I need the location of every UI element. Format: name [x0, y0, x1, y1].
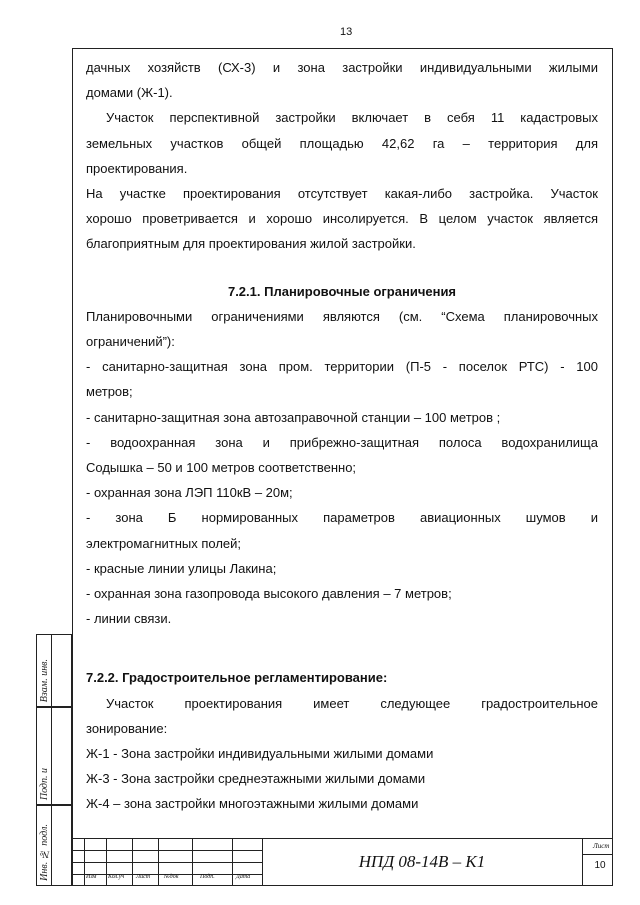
paragraph-line: дачных хозяйств (СХ-3) и зона застройки индивидуальными жилыми	[86, 60, 598, 75]
list-item-cont: Содышка – 50 и 100 метров соответственно;	[86, 460, 357, 476]
stamp-caption: Дата	[236, 874, 251, 880]
side-stamp-inventory	[36, 805, 72, 886]
paragraph-line: зонирование:	[86, 720, 168, 736]
side-stamp-signature	[36, 707, 72, 805]
paragraph-line: домами (Ж-1).	[86, 85, 173, 101]
document-body	[86, 55, 598, 817]
paragraph-line: проектирования.	[86, 160, 188, 176]
list-item: - зона Б нормированных параметров авиационных шумов и	[86, 510, 598, 526]
side-label: Инв. № подл.	[39, 824, 50, 881]
list-item: - санитарно-защитная зона пром. территории (П-5 - поселок РТС) - 100	[86, 359, 598, 375]
stamp-caption: Изм	[86, 874, 97, 880]
list-item-cont: электромагнитных полей;	[86, 535, 242, 551]
list-item: - водоохранная зона и прибрежно-защитная полоса водохранилища	[86, 434, 598, 450]
list-item: - охранная зона ЛЭП 110кВ – 20м;	[86, 485, 293, 501]
paragraph-line: Планировочными ограничениями являются (см. “Схема планировочных	[86, 308, 598, 324]
stamp-caption: №док	[164, 874, 179, 880]
sheet-number: 10	[594, 860, 606, 871]
stamp-caption: Лист	[136, 874, 151, 880]
paragraph-line: Участок проектирования имеет следующее градостроительное	[106, 695, 598, 711]
zone-item: Ж-1 - Зона застройки индивидуальными жилыми домами	[86, 746, 434, 762]
list-item: - санитарно-защитная зона автозаправочной станции – 100 метров ;	[86, 409, 501, 425]
sheet-label: Лист	[593, 842, 610, 850]
zone-item: Ж-3 - Зона застройки среднеэтажными жилыми домами	[86, 771, 426, 787]
section-heading: 7.2.1. Планировочные ограничения	[227, 283, 457, 299]
paragraph-line: земельных участков общей площадью 42,62 га – территория для	[86, 135, 598, 151]
paragraph-line: благоприятным для проектирования жилой застройки.	[86, 236, 416, 252]
list-item: - красные линии улицы Лакина;	[86, 560, 277, 576]
stamp-caption: Подп.	[200, 874, 215, 880]
side-stamp-replaces	[36, 634, 72, 707]
list-item: - линии связи.	[86, 611, 172, 627]
paragraph-line: На участке проектирования отсутствует какая-либо застройка. Участок	[86, 186, 598, 202]
page-number: 13	[340, 26, 353, 38]
list-item: - охранная зона газопровода высокого давления – 7 метров;	[86, 586, 452, 602]
section-heading: 7.2.2. Градостроительное регламентирование:	[86, 670, 388, 686]
paragraph-line: хорошо проветривается и хорошо инсолируется. В целом участок является	[86, 211, 598, 227]
zone-item: Ж-4 – зона застройки многоэтажными жилыми домами	[86, 796, 419, 812]
document-code: НПД 08-14В – К1	[358, 852, 486, 871]
stamp-caption: Кол.уч	[108, 874, 125, 880]
side-label: Взам. инв.	[39, 658, 50, 702]
list-item-cont: метров;	[86, 384, 133, 400]
paragraph-line: ограничений”):	[86, 334, 175, 350]
title-block	[72, 838, 613, 886]
paragraph-line: Участок перспективной застройки включает в себя 11 кадастровых	[106, 110, 598, 126]
side-label: Подп. и	[39, 767, 50, 800]
